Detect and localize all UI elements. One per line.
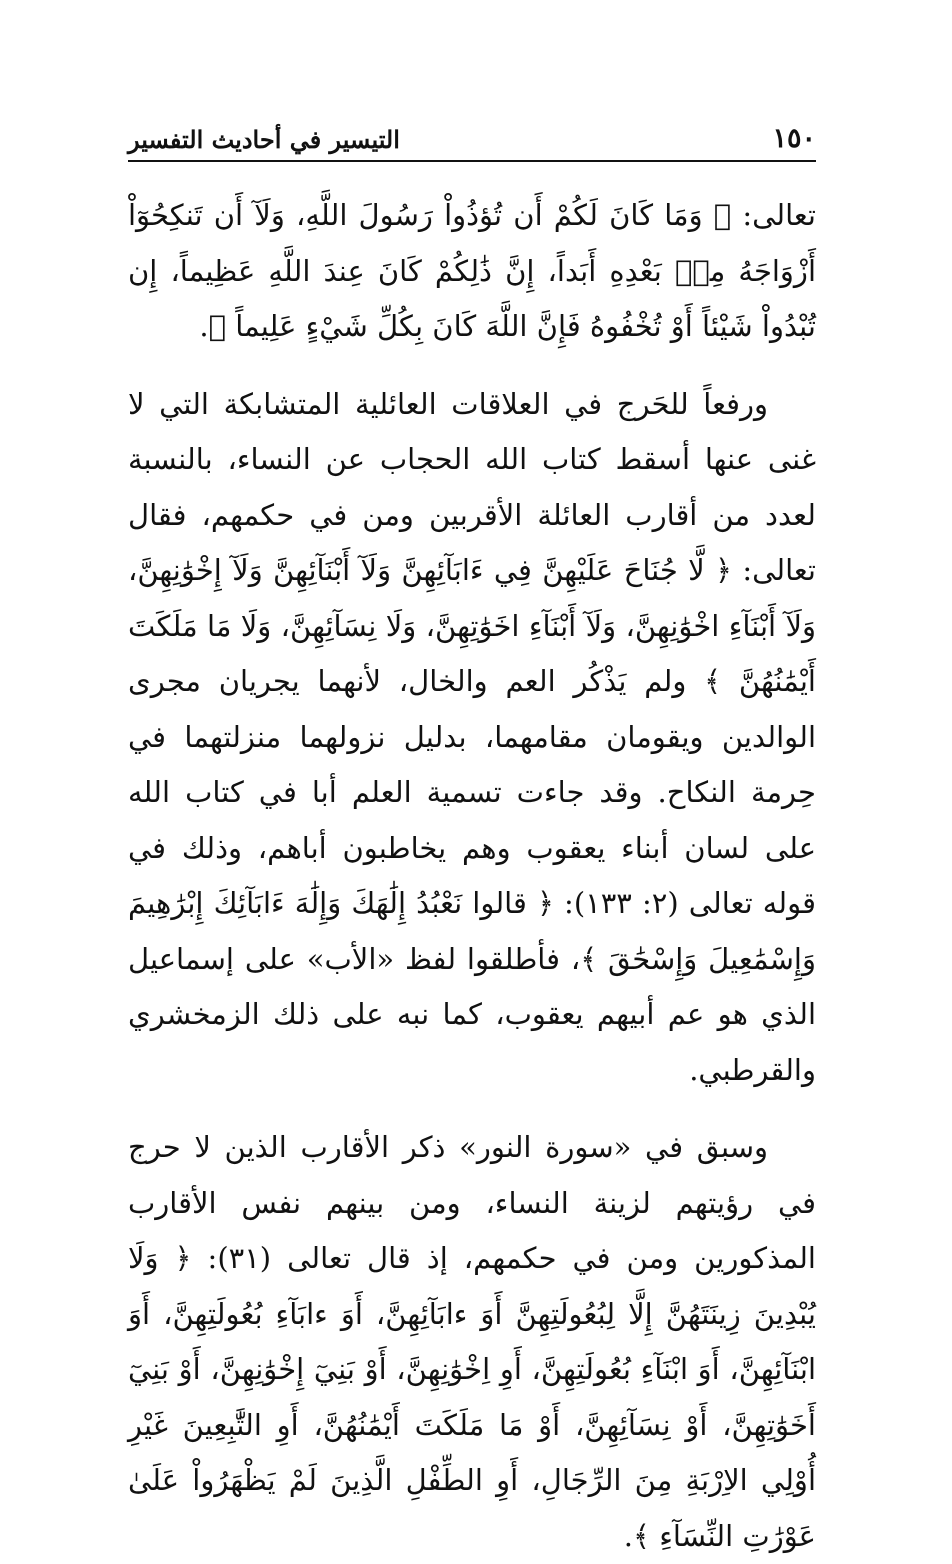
book-title: التيسير في أحاديث التفسير bbox=[128, 125, 400, 154]
paragraph-2: ورفعاً للحَرج في العلاقات العائلية المتشابكة التي لا غنى عنها أسقط كتاب الله الحجاب عن النساء، بالنسبة لعدد من أقارب العائلة الأقربين ومن في حكمهم، فقال تعالى: ﴿ لَّا جُنَاحَ عَلَيْهِنَّ فِي ءَابَآئِهِنَّ وَلَآ أَبْنَآئِهِنَّ وَلَآ إِخْوَٰنِهِنَّ، وَلَآ أَبْنَآءِ اخْوَٰنِهِنَّ، وَلَآ أَبْنَآءِ اخَوَٰتِهِنَّ، وَلَا نِسَآئِهِنَّ، وَلَا مَا مَلَكَتَ أَيْمَٰنُهُنَّ ﴾ ولم يَذْكُر العم والخال، لأنهما يجريان مجرى الوالدين ويقومان مقامهما، بدليل نزولهما منزلتهما في حِرمة النكاح. وقد جاءت تسمية العلم أبا في كتاب الله على لسان أبناء يعقوب وهم يخاطبون أباهم، وذلك في قوله تعالى (٢: ١٣٣): ﴿ قالوا نَعْبُدُ إِلَٰهَكَ وَإِلَٰهَ ءَابَآئِكَ إِبْرَٰهِيمَ وَإِسْمَٰعِيلَ وَإِسْحَٰقَ ﴾، فأطلقوا لفظ «الأب» على إسماعيل الذي هو عم أبيهم يعقوب، كما نبه على ذلك الزمخشري والقرطبي. bbox=[128, 386, 816, 1087]
running-header bbox=[128, 120, 816, 162]
paragraph-1: تعالى: ﴿ وَمَا كَانَ لَكُمْ أَن تُؤذُواْ رَسُولَ اللَّهِ، وَلَآ أَن تَنكِحُوٓاْ أَزْوَاجَهُ مِنۢ بَعْدِهِ أَبَداً، إِنَّ ذَٰلِكُمْ كَانَ عِندَ اللَّهِ عَظِيماً، إِن تُبْدُواْ شَيْئاً أَوْ تُخْفُوهُ فَإِنَّ اللَّهَ كَانَ بِكُلِّ شَيْءٍ عَلِيماً ﴾. bbox=[128, 198, 816, 343]
page-number: ١٥٠ bbox=[772, 123, 816, 154]
paragraph-3: وسبق في «سورة النور» ذكر الأقارب الذين لا حرج في رؤيتهم لزينة النساء، ومن بينهم نفس الأقارب المذكورين ومن في حكمهم، إذ قال تعالى (٣١): ﴿ وَلَا يُبْدِينَ زِينَتَهُنَّ إِلَّا لِبُعُولَتِهِنَّ أَوَ ءابَآئِهِنَّ، أَوَ ءابَآءِ بُعُولَتِهِنَّ، أَوَ ابْنَآئِهِنَّ، أَوَ ابْنَآءِ بُعُولَتِهِنَّ، أَوِ اِخْوَٰنِهِنَّ، أَوْ بَنِيٓ إِخْوَٰنِهِنَّ، أَوْ بَنِيٓ أَخَوَٰتِهِنَّ، أَوْ نِسَآئِهِنَّ، أَوْ مَا مَلَكَتَ أَيْمَٰنُهُنَّ، أَوِ التَّٰبِعِينَ غَيْرِ أُوْلِي الاِرْبَةِ مِنَ الرِّجَالِ، أَوِ الطِّفْلِ الَّذِينَ لَمْ يَظْهَرُواْ عَلَىٰ عَوْرَٰتِ النِّسَآءِ ﴾. bbox=[128, 1130, 816, 1553]
